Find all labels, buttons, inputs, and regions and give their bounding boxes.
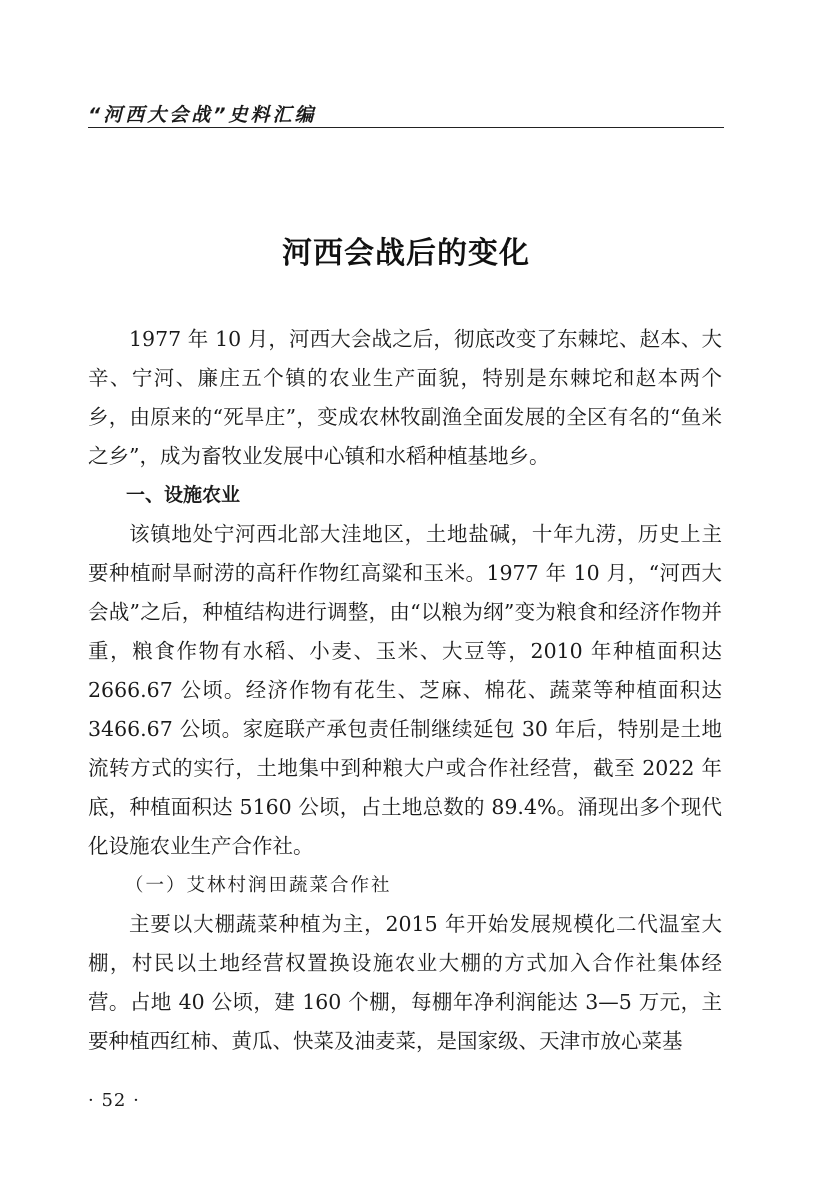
subsection-heading: （一）艾林村润田蔬菜合作社 [125, 875, 392, 896]
header-rule [88, 127, 724, 128]
paragraph-intro: 1977 年 10 月，河西大会战之后，彻底改变了东棘坨、赵本、大辛、宁河、廉庄五个镇的农业生产面貌，特别是东棘坨和赵本两个乡，由原来的“死旱庄”，变成农林牧副渔全面发展的全区有名的“鱼米之乡”，成为畜牧业发展中心镇和水稻种植基地乡。 [88, 327, 722, 468]
article-body [88, 320, 722, 1061]
article-title: 河西会战后的变化 [282, 236, 530, 272]
paragraph-cooperative: 主要以大棚蔬菜种植为主，2015 年开始发展规模化二代温室大棚，村民以土地经营权置换设施农业大棚的方式加入合作社集体经营。占地 40 公顷，建 160 个棚，每棚年净利润能达 3—5 万元，主要种植西红柿、黄瓜、快菜及油麦菜，是国家级、天津市放心菜基 [88, 912, 722, 1053]
page-number: · 52 · [88, 1090, 140, 1111]
paragraph-facility-agriculture: 该镇地处宁河西北部大洼地区，土地盐碱，十年九涝，历史上主要种植耐旱耐涝的高秆作物红高粱和玉米。1977 年 10 月，“河西大会战”之后，种植结构进行调整，由“以粮为纲”变为粮食和经济作物并重，粮食作物有水稻、小麦、玉米、大豆等，2010 年种植面积达 2666.67 公顷。经济作物有花生、芝麻、棉花、蔬菜等种植面积达 3466.67 公顷。家庭联产承包责任制继续延包 30 年后，特别是土地流转方式的实行，土地集中到种粮大户或合作社经营，截至 2022 年底，种植面积达 5160 公顷，占土地总数的 89.4%。涌现出多个现代化设施农业生产合作社。 [88, 522, 722, 858]
running-header: “河西大会战”史料汇编 [88, 104, 317, 126]
section-heading: 一、设施农业 [126, 484, 241, 506]
